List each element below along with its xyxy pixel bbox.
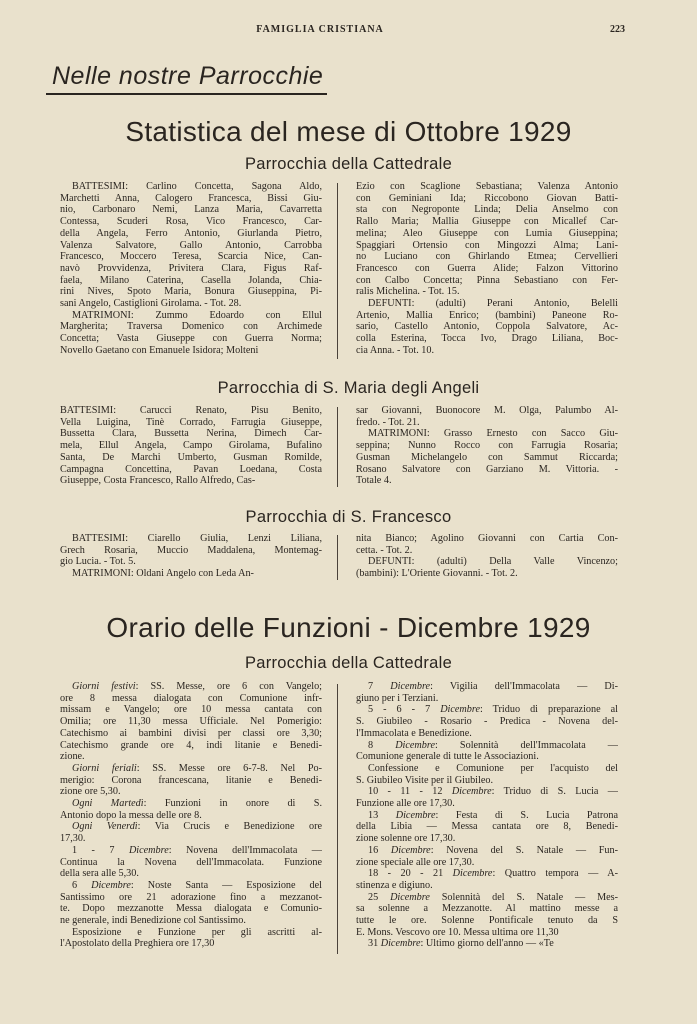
text-line: con Calbo Concetta; Pinna Sebastiano con Fer- — [356, 274, 618, 286]
text-line: MATRIMONI: Zummo Edoardo con Ellul — [72, 309, 322, 321]
text-line: MATRIMONI: Grasso Ernesto con Sacco Giu- — [368, 428, 618, 440]
text-line: Confessione e Comunione per l'acquisto del — [368, 762, 618, 774]
text-line: Campagna Concettina, Pavan Loedana, Costa — [60, 463, 322, 475]
text-line: S. Giubileo - Rosario - Predica - Novena del- — [356, 716, 618, 728]
text-line: l'Immacolata e Benedizione. — [356, 727, 472, 739]
text-line: colla Esterina, Tocca Ivo, Drago Liliana, Boc- — [356, 333, 618, 345]
text-line: mela, Ellul Angela, Campo Girolama, Bufalino — [60, 440, 322, 452]
text-line: gio Lucia. - Tot. 5. — [60, 556, 136, 568]
schedule-left-column — [60, 681, 322, 950]
text-line: Francesco, Moccero Teresa, Scarcia Nice, Can- — [60, 251, 322, 263]
angeli-stats-title: Parrocchia di S. Maria degli Angeli — [217, 379, 480, 397]
page-number: 223 — [610, 24, 625, 35]
text-line: zione ore 5,30. — [60, 786, 121, 798]
text-line: zione speciale alle ore 17,30. — [356, 856, 475, 868]
text-line: fredo. - Tot. 21. — [356, 416, 420, 428]
text-line: Giorni feriali: SS. Messe ore 6-7-8. Nel Po- — [72, 762, 322, 774]
text-line: Concetta; Vasta Giuseppe con Guerra Norma; — [60, 333, 322, 345]
text-line: S. Giubileo Visite per il Giubileo. — [356, 774, 494, 786]
text-line: sar Giovanni, Buonocore M. Olga, Palumbo Al- — [356, 405, 618, 416]
section-banner: Nelle nostre Parrocchie — [46, 62, 327, 95]
text-line: Spaggiari Ortensio con Mingozzi Alma; Lani- — [356, 239, 618, 251]
text-line: Francesco con Guerra Alide; Falzon Vittorino — [356, 262, 618, 274]
schedule-title: Orario delle Funzioni - Dicembre 1929 — [106, 612, 591, 643]
text-line: Ogni Venerdì: Via Crucis e Benedizione ore — [72, 821, 322, 833]
text-line: 8 Dicembre: Solennità dell'Immacolata — — [368, 739, 618, 751]
text-line: nita Bianco; Agolino Giovanni con Cartia Con- — [356, 533, 618, 544]
text-line: tutte le ore. Solenne Pontificale tenuto da S — [356, 915, 618, 927]
angeli-stats-left-column — [60, 405, 322, 487]
text-line: merigio: Corona francescana, litanie e Benedi- — [60, 774, 322, 786]
text-line: Giuseppe, Costa Francesco, Rallo Alfredo, Cas- — [60, 475, 256, 487]
text-line: 13 Dicembre: Festa di S. Lucia Patrona — [368, 809, 618, 821]
column-divider — [337, 183, 338, 359]
text-line: Ogni Martedì: Funzioni in onore di S. — [72, 798, 323, 810]
text-line: faela, Milano Caterina, Casella Jolanda, Chia- — [60, 274, 322, 286]
statistics-title: Statistica del mese di Ottobre 1929 — [125, 116, 572, 147]
text-line: stinenza e digiuno. — [356, 879, 433, 891]
text-line: te. Dopo mezzanotte Messa dialogata e Comunio- — [60, 903, 322, 915]
text-line: MATRIMONI: Oldani Angelo con Leda An- — [72, 568, 254, 580]
text-line: Catechismo grande ore 4, indi litanie e Benedi- — [60, 739, 322, 751]
text-line: Ezio con Scaglione Sebastiana; Valenza Antonio — [356, 181, 618, 192]
text-line: ore 8 messa dialogata con Comunione infr- — [60, 692, 322, 704]
text-line: ralis Michelina. - Tot. 15. — [356, 286, 460, 298]
text-line: Grech Rosaria, Muccio Maddalena, Montemag- — [60, 544, 322, 556]
text-line: sa solenne a Mezzanotte. Al mattino messe a — [356, 903, 618, 915]
column-divider — [337, 535, 338, 580]
text-line: sta con Negroponte Linda; Delia Anselmo con — [356, 204, 618, 216]
text-line: Rallo Maria; Mallia Giuseppe con Micallef Car- — [356, 216, 618, 228]
text-line: no Luciano con Ghirlando Etmea; Cervellieri — [356, 251, 618, 263]
text-line: navò Provvidenza, Privitera Clara, Figus Raf- — [60, 262, 322, 274]
text-line: rini Nives, Spoto Maria, Bonura Giuseppina, Pi- — [60, 286, 322, 298]
text-line: 10 - 11 - 12 Dicembre: Triduo di S. Lucia — — [368, 786, 618, 798]
cattedrale-stats-right-column — [356, 181, 618, 357]
text-line: 7 Dicembre: Vigilia dell'Immacolata — Di- — [368, 681, 619, 692]
text-line: Esposizione e Funzione per gli ascritti al- — [72, 926, 322, 938]
cattedrale-stats-title: Parrocchia della Cattedrale — [244, 155, 453, 173]
text-line: Continua la Novena dell'Immacolata. Funzione — [60, 856, 322, 868]
text-line: Rosano Salvatore con Garziano M. Vittoria. - — [356, 463, 618, 475]
text-line: 25 Dicembre Solennità del S. Natale — Mes- — [368, 891, 618, 903]
text-line: DEFUNTI: (adulti) Della Valle Vincenzo; — [368, 556, 618, 568]
text-line: Marchetti Anna, Calogero Francesca, Bissi Giu- — [60, 192, 322, 204]
text-line: Gusman Michelangelo con Sammut Riccarda; — [356, 451, 618, 463]
schedule-right-column — [356, 681, 618, 950]
text-line: cetta. - Tot. 2. — [356, 544, 413, 556]
text-line: BATTESIMI: Carlino Concetta, Sagona Aldo, — [72, 181, 322, 192]
text-line: zione solenne ore 17,30. — [356, 833, 456, 845]
text-line: melina; Aleo Giuseppe con Lumia Giuseppina; — [356, 227, 618, 239]
text-line: missam e Vangelo; ore 10 messa cantata con — [60, 704, 322, 716]
francesco-stats-title: Parrocchia di S. Francesco — [245, 508, 452, 526]
text-line: Comunione generale di tutte le Associazioni. — [356, 751, 539, 763]
text-line: 31 Dicembre: Ultimo giorno dell'anno — «Te — [368, 938, 554, 950]
schedule-parish-title: Parrocchia della Cattedrale — [244, 654, 453, 672]
text-line: 6 Dicembre: Noste Santa — Esposizione del — [72, 879, 322, 891]
text-line: BATTESIMI: Ciarello Giulia, Lenzi Liliana, — [72, 533, 322, 544]
text-line: sani Angelo, Castiglioni Girolama. - Tot. 28. — [60, 298, 242, 310]
text-line: 5 - 6 - 7 Dicembre: Triduo di preparazione al — [368, 704, 618, 716]
text-line: Novello Gaetano con Emanuele Isidora; Molteni — [60, 344, 259, 356]
running-title: FAMIGLIA CRISTIANA — [256, 24, 384, 35]
text-line: E. Mons. Vescovo ore 10. Messa ultima ore 11,30 — [356, 926, 559, 938]
text-line: sario, Castello Antonio, Coppola Salvatore, Ac- — [356, 321, 618, 333]
text-line: l'Apostolato della Preghiera ore 17,30 — [60, 938, 215, 950]
text-line: Giorni festivi: SS. Messe, ore 6 con Vangelo; — [72, 681, 322, 692]
text-line: Valenza Salvatore, Gallo Antonio, Carrobba — [60, 239, 322, 251]
text-line: Santissimo ore 21 adorazione fino a mezzanot- — [60, 891, 322, 903]
text-line: seppina; Nunno Rocco con Farrugia Rosaria; — [356, 440, 618, 452]
running-head — [0, 24, 697, 42]
text-line: Artenio, Mallia Enrico; (bambini) Paneone Ro- — [356, 309, 618, 321]
text-line: DEFUNTI: (adulti) Perani Antonio, Belelli — [368, 298, 618, 310]
text-line: Contessa, Scuderi Rosa, Vico Francesco, Car- — [60, 216, 322, 228]
francesco-stats-left-column — [60, 533, 322, 580]
angeli-stats-right-column — [356, 405, 618, 487]
column-divider — [337, 407, 338, 487]
text-line: Santa, De Marchi Umberto, Gusman Romilde, — [60, 451, 322, 463]
text-line: 17,30. — [60, 833, 86, 845]
francesco-stats-right-column — [356, 533, 618, 580]
text-line: Margherita; Traversa Domenico con Archimede — [60, 321, 322, 333]
text-line: della sera alle 5,30. — [60, 868, 139, 880]
text-line: Totale 4. — [356, 475, 392, 487]
text-line: Antonio dopo la messa delle ore 8. — [60, 809, 202, 821]
cattedrale-stats-left-column — [60, 181, 322, 357]
text-line: cia Anna. - Tot. 10. — [356, 344, 435, 356]
text-line: nio, Carbonaro Nemi, Lanza Maria, Cavarretta — [60, 204, 322, 216]
text-line: Catechismo ai bambini divisi per classi ore 3,30; — [60, 727, 322, 739]
text-line: 18 - 20 - 21 Dicembre: Quattro tempora — A- — [368, 868, 618, 880]
text-line: con Geminiani Ida; Riccobono Giovan Batti- — [356, 192, 618, 204]
text-line: Funzione alle ore 17,30. — [356, 798, 455, 810]
text-line: Bussetta Clara, Bussetta Nerina, Dimech Car- — [60, 428, 322, 440]
text-line: Omilia; ore 11,30 messa Ufficiale. Nel Pomerigio: — [60, 716, 322, 728]
text-line: giuno per i Terziani. — [356, 692, 439, 704]
text-line: Vella Luigina, Tinè Corrado, Farrugia Giuseppe, — [60, 416, 322, 428]
text-line: 16 Dicembre: Novena del S. Natale — Fun- — [368, 844, 619, 856]
text-line: ne generale, indi Benedizione col Santissimo. — [60, 915, 246, 927]
text-line: (bambini): L'Oriente Giovanni. - Tot. 2. — [356, 568, 518, 580]
text-line: della Angela, Ferro Antonio, Giurlanda Pietro, — [60, 227, 322, 239]
column-divider — [337, 684, 338, 954]
text-line: zione. — [60, 751, 85, 763]
text-line: 1 - 7 Dicembre: Novena dell'Immacolata — — [72, 844, 322, 856]
text-line: della Libia — Messa cantata ore 8, Benedi- — [356, 821, 618, 833]
text-line: BATTESIMI: Carucci Renato, Pisu Benito, — [60, 405, 322, 416]
